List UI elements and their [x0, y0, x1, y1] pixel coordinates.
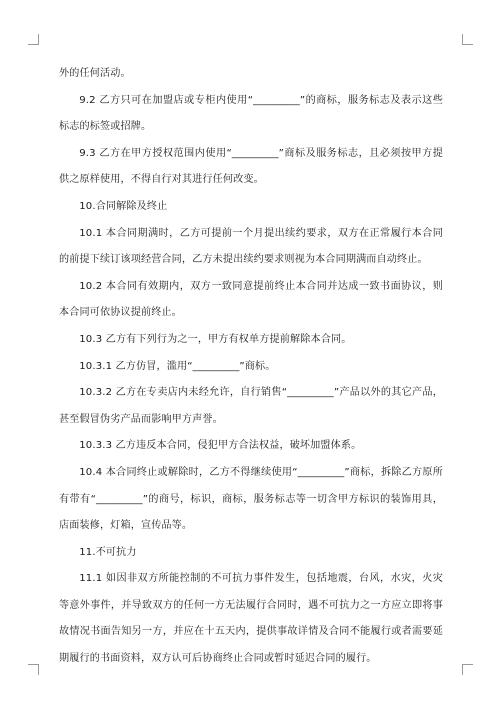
crop-mark-top-left	[28, 34, 39, 45]
paragraph-9-3: 9.3 乙方在甲方授权范围内使用“_________”商标及服务标志，且必须按甲方提供之原样使用，不得自行对其进行任何改变。	[59, 147, 443, 186]
section-heading-10: 10.合同解除及终止	[79, 200, 168, 212]
paragraph-10-3-2: 10.3.2 乙方在专卖店内未经允许，自行销售“_________”产品以外的其它产品，甚至假冒伪劣产品而影响甲方声誉。	[59, 387, 443, 425]
paragraph-continuation: 外的任何活动。	[59, 68, 131, 79]
paragraph-10-3: 10.3 乙方有下列行为之一，甲方有权单方提前解除本合同。	[79, 333, 352, 345]
paragraph-10-1: 10.1 本合同期满时，乙方可提前一个月提出续约要求，双方在正常履行本合同的前提下续订该项经营合同，乙方未提出续约要求则视为本合同期满而自动终止。	[59, 227, 443, 266]
paragraph-10-3-3: 10.3.3 乙方违反本合同，侵犯甲方合法权益，破坏加盟体系。	[79, 440, 362, 452]
paragraph-10-3-1: 10.3.1 乙方仿冒，滥用“_________”商标。	[79, 360, 276, 372]
paragraph-9-2: 9.2 乙方只可在加盟店或专柜内使用“_________”的商标，服务标志及表示这些标志的标签或招牌。	[59, 94, 443, 133]
paragraph-10-2: 10.2 本合同有效期内，双方一致同意提前终止本合同并达成一致书面协议，则本合同可依协议提前终止。	[59, 280, 443, 319]
section-heading-11: 11.不可抗力	[79, 546, 137, 558]
paragraph-11-1: 11.1 如因非双方所能控制的不可抗力事件发生，包括地震，台风，水灾，火灾等意外事件，并导致双方的任何一方无法履行合同时，遇不可抗力之一方应立即将事故情况书面告知另一方，并应在十五天内，提供事故详情及合同不能履行或者需要延期履行的书面资料，双方认可后协商终止合同或暂时延迟合同的履行。	[59, 573, 443, 665]
document-body	[59, 61, 443, 673]
paragraph-10-4: 10.4 本合同终止或解除时，乙方不得继续使用“_________”商标，拆除乙方原所有带有“_________”的商号，标识，商标，服务标志等一切含甲方标识的装饰用具，店面装修，灯箱，宣传品等。	[59, 466, 443, 532]
crop-mark-top-right	[462, 34, 473, 45]
crop-mark-bottom-right	[462, 664, 473, 675]
crop-mark-bottom-left	[28, 664, 39, 675]
